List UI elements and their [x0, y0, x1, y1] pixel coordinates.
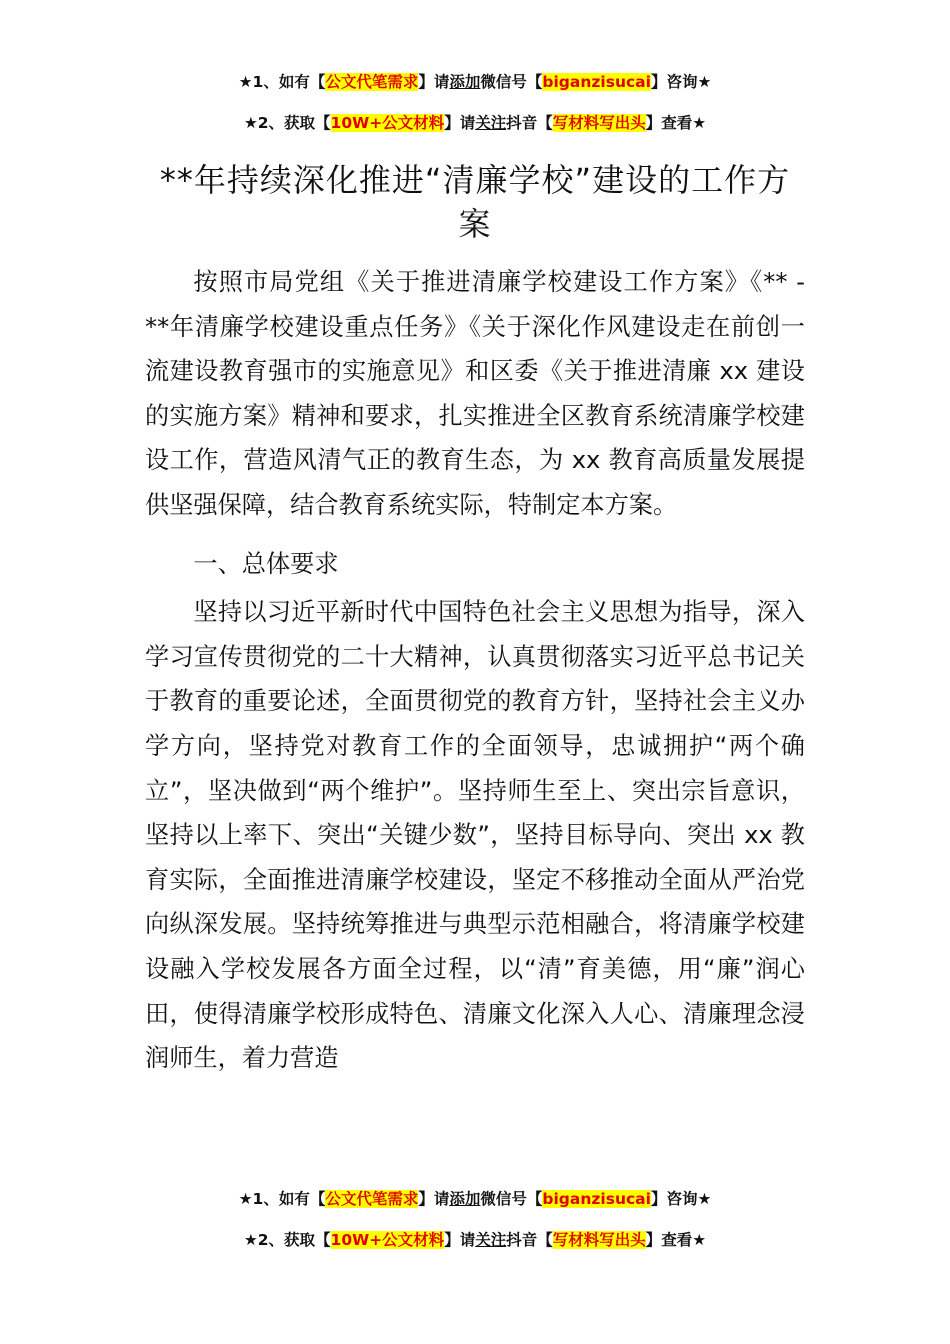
promo-highlight: 公文代笔需求 — [325, 73, 419, 91]
promo-highlight: 10W+公文材料 — [330, 1231, 445, 1249]
promo-text: 抖音【 — [506, 114, 553, 132]
promo-underline: 添加 — [449, 73, 481, 91]
promo-text: ★2、获取【 — [243, 1231, 331, 1249]
promo-text: 】请 — [444, 114, 476, 132]
section-heading: 一、总体要求 — [193, 549, 339, 578]
promo-text: 】查看★ — [645, 114, 707, 132]
header-promo-line-2 — [0, 111, 950, 133]
header-promo-line-1 — [0, 70, 950, 92]
promo-highlight: 公文代笔需求 — [325, 1190, 419, 1208]
promo-text: 】查看★ — [645, 1231, 707, 1249]
promo-text: 】咨询★ — [650, 73, 712, 91]
section-paragraph: 坚持以习近平新时代中国特色社会主义思想为指导，深入学习宣传贯彻党的二十大精神，认真贯彻落实习近平总书记关于教育的重要论述，全面贯彻党的教育方针，坚持社会主义办学方向，坚持党对教育工作的全面领导，忠诚拥护“两个确立”，坚决做到“两个维护”。坚持师生至上、突出宗旨意识，坚持以上率下、突出“关键少数”，坚持目标导向、突出 xx 教育实际，全面推进清廉学校建设，坚定不移推动全面从严治党向纵深发展。坚持统筹推进与典型示范相融合，将清廉学校建设融入学校发展各方面全过程，以“清”育美德，用“廉”润心田，使得清廉学校形成特色、清廉文化深入人心、清廉理念浸润师生，着力营造 — [145, 598, 805, 1073]
promo-douyin-id: 写材料写出头 — [552, 1231, 646, 1249]
promo-text: 】请 — [444, 1231, 476, 1249]
promo-wechat-id: biganzisucai — [542, 73, 651, 91]
intro-paragraph: 按照市局党组《关于推进清廉学校建设工作方案》《** - **年清廉学校建设重点任务》《关于深化作风建设走在前创一流建设教育强市的实施意见》和区委《关于推进清廉 xx 建设的实施方案》精神和要求，扎实推进全区教育系统清廉学校建设工作，营造风清气正的教育生态，为 xx 教育高质量发展提供坚强保障，结合教育系统实际，特制定本方案。 — [145, 268, 805, 519]
promo-text: ★1、如有【 — [238, 73, 326, 91]
promo-text: ★2、获取【 — [243, 114, 331, 132]
promo-underline: 添加 — [449, 1190, 481, 1208]
promo-text: 】请 — [418, 73, 450, 91]
document-title: **年持续深化推进“清廉学校”建设的工作方案 — [159, 161, 791, 243]
footer-promo-line-1 — [0, 1187, 950, 1209]
promo-wechat-id: biganzisucai — [542, 1190, 651, 1208]
promo-highlight: 10W+公文材料 — [330, 114, 445, 132]
promo-text: 】请 — [418, 1190, 450, 1208]
promo-underline: 关注 — [475, 1231, 507, 1249]
promo-text: ★1、如有【 — [238, 1190, 326, 1208]
document-body — [145, 260, 805, 1081]
promo-underline: 关注 — [475, 114, 507, 132]
promo-text: 】咨询★ — [650, 1190, 712, 1208]
promo-text: 抖音【 — [506, 1231, 553, 1249]
promo-text: 微信号【 — [480, 73, 543, 91]
promo-text: 微信号【 — [480, 1190, 543, 1208]
promo-douyin-id: 写材料写出头 — [552, 114, 646, 132]
footer-promo-line-2 — [0, 1228, 950, 1250]
